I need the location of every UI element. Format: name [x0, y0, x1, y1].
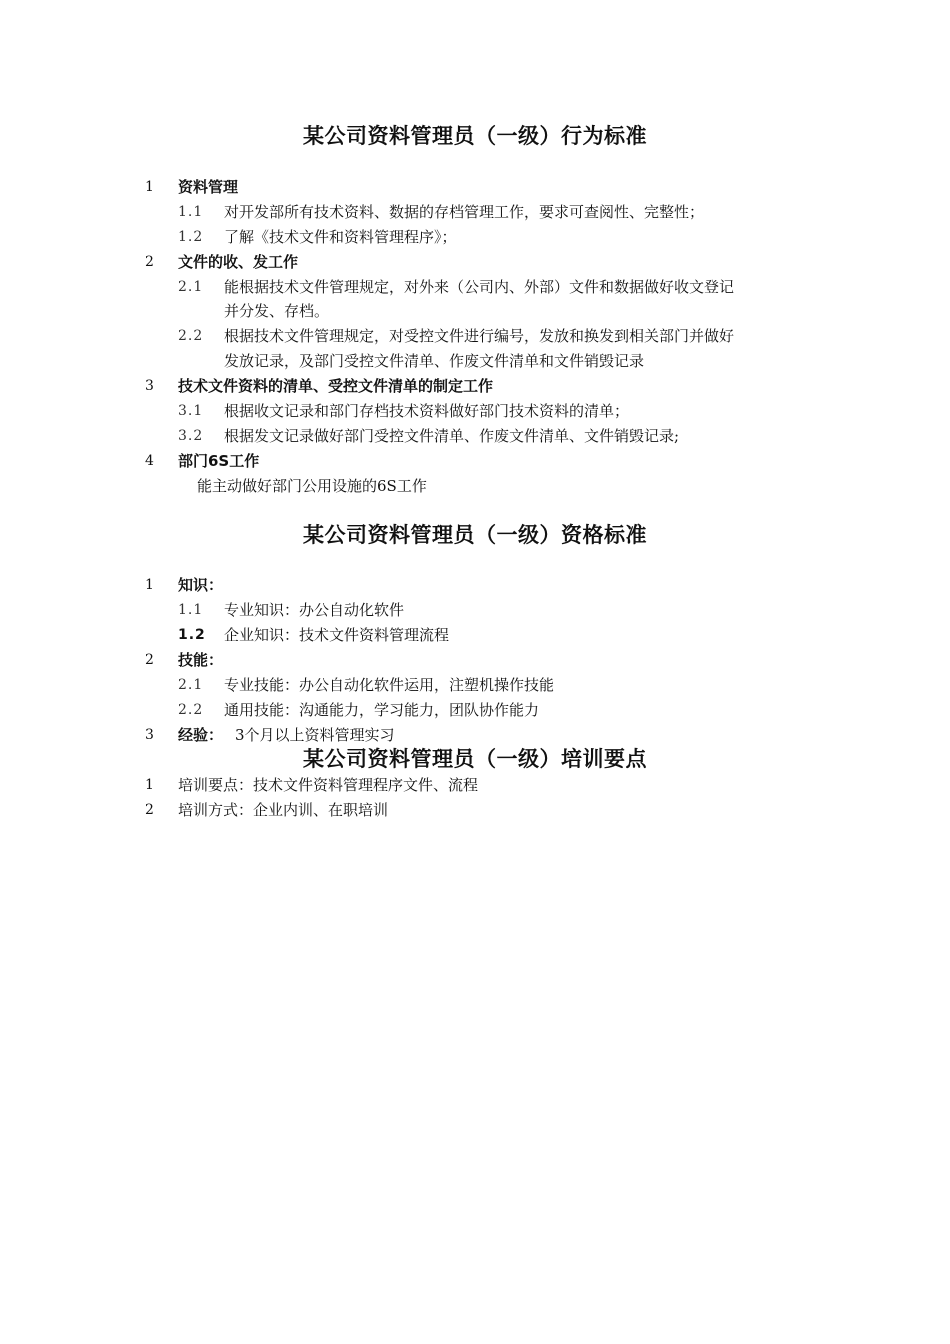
item-heading: 文件的收、发工作	[178, 253, 299, 271]
subitem-number: 2.2	[178, 328, 204, 344]
subitem-text: 根据技术文件管理规定，对受控文件进行编号，发放和换发到相关部门并做好	[224, 327, 735, 345]
subitem-number: 2.1	[178, 677, 204, 693]
subitem-number: 1.2	[178, 627, 206, 643]
subitem-text: 了解《技术文件和资料管理程序》；	[224, 228, 457, 246]
item-number: 4	[145, 453, 154, 469]
item-number: 1	[145, 179, 154, 195]
item-number: 2	[145, 802, 154, 818]
item-heading: 技能：	[178, 651, 224, 669]
subitem-number: 3.1	[178, 403, 204, 419]
item-number: 3	[145, 727, 154, 743]
item-number: 1	[145, 777, 154, 793]
item-number: 2	[145, 254, 154, 270]
item-text: 培训方式：企业内训、在职培训	[178, 801, 389, 819]
item-heading: 部门6S工作	[178, 452, 260, 470]
subitem-number: 1.1	[178, 204, 204, 220]
item-heading: 技术文件资料的清单、受控文件清单的制定工作	[178, 377, 494, 395]
subitem-text: 专业知识：办公自动化软件	[224, 601, 405, 619]
subitem-number: 1.2	[178, 229, 204, 245]
subitem-number: 3.2	[178, 428, 204, 444]
item-number: 2	[145, 652, 154, 668]
subitem-text: 专业技能：办公自动化软件运用，注塑机操作技能	[224, 676, 555, 694]
section-title-training-points: 某公司资料管理员（一级）培训要点	[303, 747, 647, 771]
subitem-number: 1.1	[178, 602, 204, 618]
section-title-behavior-standard: 某公司资料管理员（一级）行为标准	[303, 124, 647, 148]
subitem-number: 2.1	[178, 279, 204, 295]
subitem-text: 对开发部所有技术资料、数据的存档管理工作，要求可查阅性、完整性；	[224, 203, 705, 221]
experience-value: 3个月以上资料管理实习	[235, 726, 395, 744]
item-heading: 知识：	[178, 576, 224, 594]
item-heading: 资料管理	[178, 178, 239, 196]
item-number: 3	[145, 378, 154, 394]
subitem-text: 能根据技术文件管理规定，对外来（公司内、外部）文件和数据做好收文登记	[224, 278, 735, 296]
item-number: 1	[145, 577, 154, 593]
subitem-number: 2.2	[178, 702, 204, 718]
section-title-qualification-standard: 某公司资料管理员（一级）资格标准	[303, 523, 647, 547]
item-heading: 经验：	[178, 726, 224, 744]
item-text: 培训要点：技术文件资料管理程序文件、流程	[178, 776, 479, 794]
subitem-text: 通用技能：沟通能力，学习能力，团队协作能力	[224, 701, 540, 719]
item-plain-text: 能主动做好部门公用设施的6S工作	[197, 477, 427, 495]
subitem-text: 企业知识：技术文件资料管理流程	[224, 626, 450, 644]
subitem-text: 根据收文记录和部门存档技术资料做好部门技术资料的清单；	[224, 402, 630, 420]
subitem-text-continued: 发放记录，及部门受控文件清单、作废文件清单和文件销毁记录	[224, 352, 645, 370]
subitem-text: 根据发文记录做好部门受控文件清单、作废文件清单、文件销毁记录;	[224, 427, 680, 445]
subitem-text-continued: 并分发、存档。	[224, 302, 330, 320]
